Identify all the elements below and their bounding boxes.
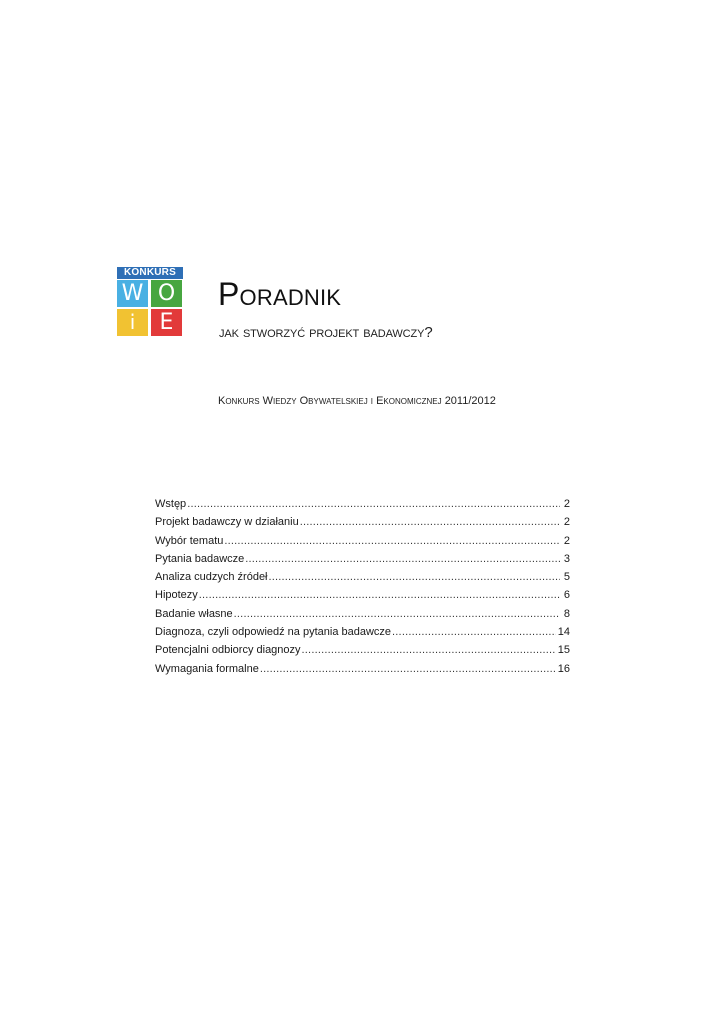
toc-entry[interactable] <box>155 623 570 641</box>
logo-tile-e: E <box>151 309 182 336</box>
logo-tile-w: W <box>117 280 148 307</box>
toc-entry[interactable] <box>155 660 570 678</box>
document-title: Poradnik <box>218 276 342 312</box>
toc-dot-leader <box>245 550 560 568</box>
toc-entry[interactable] <box>155 586 570 604</box>
toc-entry-label: Badanie własne <box>155 607 233 620</box>
toc-entry[interactable] <box>155 568 570 586</box>
logo-tiles <box>117 279 183 336</box>
toc-entry-label: Wymagania formalne <box>155 662 259 675</box>
document-subtitle: jak stworzyć projekt badawczy? <box>219 324 433 341</box>
toc-dot-leader <box>224 532 560 550</box>
toc-dot-leader <box>392 623 556 641</box>
toc-dot-leader <box>187 495 560 513</box>
contest-name: Konkurs Wiedzy Obywatelskiej i Ekonomicznej 2011/2012 <box>218 395 496 407</box>
toc-entry[interactable] <box>155 495 570 513</box>
toc-entry-page: 8 <box>563 607 570 620</box>
toc-entry-label: Wybór tematu <box>155 534 224 547</box>
toc-entry-label: Projekt badawczy w działaniu <box>155 516 299 529</box>
toc-entry-page: 16 <box>557 662 570 675</box>
logo-banner: KONKURS <box>117 267 183 279</box>
toc-entry[interactable] <box>155 641 570 659</box>
toc-entry-label: Analiza cudzych źródeł <box>155 571 268 584</box>
toc-entry-label: Diagnoza, czyli odpowiedź na pytania badawcze <box>155 626 392 639</box>
toc-entry[interactable] <box>155 605 570 623</box>
toc-entry[interactable] <box>155 550 570 568</box>
toc-entry[interactable] <box>155 513 570 531</box>
toc-dot-leader <box>300 513 560 531</box>
toc-entry-page: 5 <box>563 571 570 584</box>
table-of-contents <box>155 495 570 678</box>
toc-dot-leader <box>234 605 560 623</box>
toc-entry-page: 2 <box>563 498 570 510</box>
toc-dot-leader <box>302 641 556 659</box>
toc-entry-page: 3 <box>563 552 570 565</box>
toc-dot-leader <box>199 586 560 604</box>
toc-dot-leader <box>269 568 560 586</box>
toc-entry-page: 14 <box>557 626 570 639</box>
toc-entry-label: Hipotezy <box>155 589 198 602</box>
toc-entry[interactable] <box>155 532 570 550</box>
toc-entry-label: Pytania badawcze <box>155 552 245 565</box>
logo-tile-o: O <box>151 280 182 307</box>
toc-entry-page: 2 <box>563 534 570 547</box>
logo-tile-i: i <box>117 309 148 336</box>
toc-entry-page: 15 <box>557 644 570 657</box>
toc-dot-leader <box>260 660 556 678</box>
contest-logo <box>117 267 183 336</box>
toc-entry-label: Potencjalni odbiorcy diagnozy <box>155 644 301 657</box>
toc-entry-label: Wstęp <box>155 498 187 510</box>
toc-entry-page: 6 <box>563 589 570 602</box>
toc-entry-page: 2 <box>563 516 570 529</box>
